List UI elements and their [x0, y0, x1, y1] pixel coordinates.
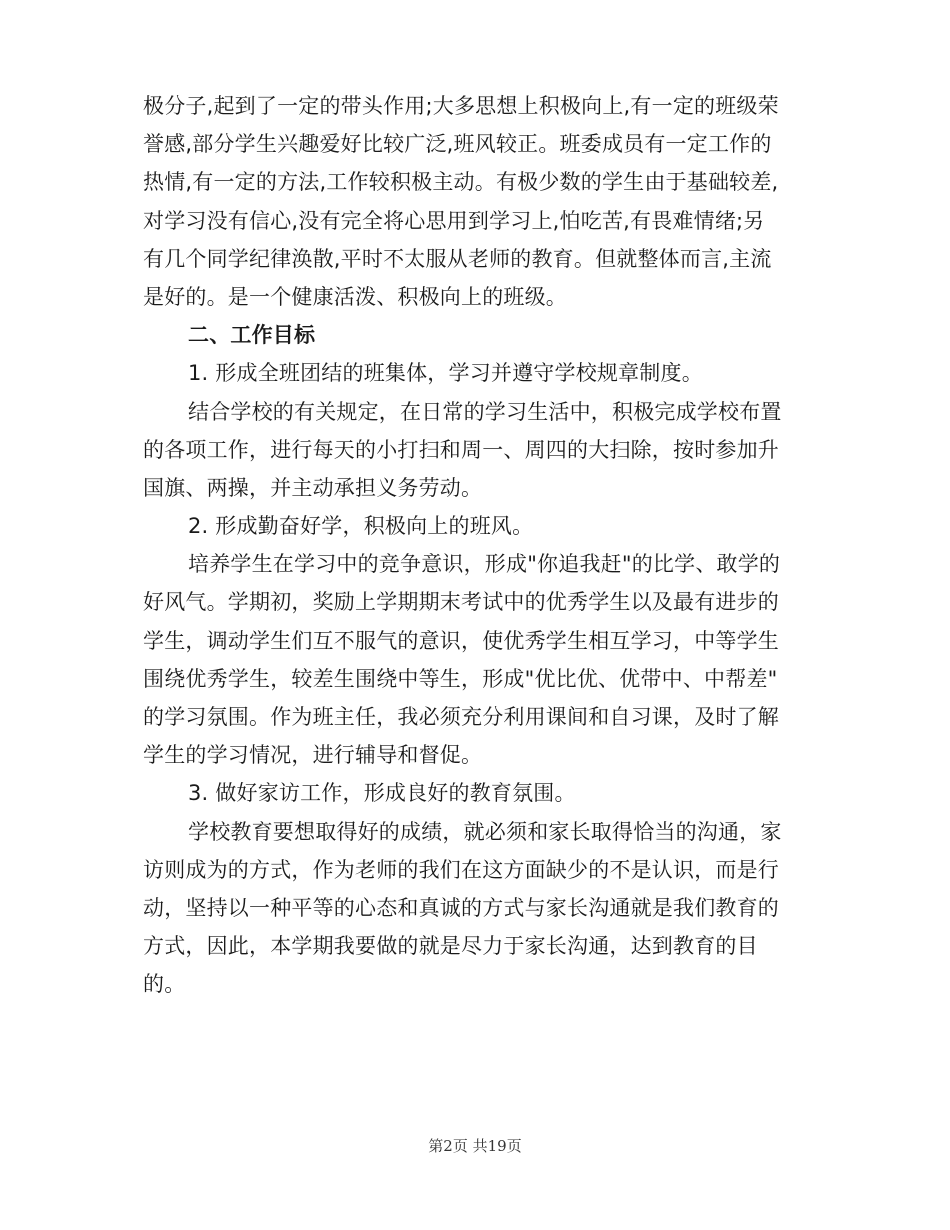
text-line: 誉感,部分学生兴趣爱好比较广泛,班风较正。班委成员有一定工作的: [143, 132, 772, 157]
text-line: 国旗、两操，并主动承担义务劳动。: [143, 475, 483, 500]
text-line: 是好的。是一个健康活泼、积极向上的班级。: [143, 284, 567, 309]
goal-heading: 3. 做好家访工作，形成良好的教育氛围。: [188, 781, 576, 806]
text-line: 动，坚持以一种平等的心态和真诚的方式与家长沟通就是我们教育的: [143, 895, 779, 920]
text-line: 的各项工作，进行每天的小打扫和周一、周四的大扫除，按时参加升: [143, 437, 779, 462]
goal-item-1: [143, 354, 808, 507]
paragraph-class-situation: [143, 87, 808, 316]
goal-item-2: [143, 507, 808, 774]
text-line: 有几个同学纪律涣散,平时不太服从老师的教育。但就整体而言,主流: [143, 246, 772, 271]
goal-heading: 1. 形成全班团结的班集体，学习并遵守学校规章制度。: [188, 361, 703, 386]
text-line: 热情,有一定的方法,工作较积极主动。有极少数的学生由于基础较差,: [143, 170, 779, 195]
text-line: 培养学生在学习中的竞争意识，形成"你追我赶"的比学、敢学的: [188, 552, 781, 577]
goal-heading: 2. 形成勤奋好学，积极向上的班风。: [188, 514, 534, 539]
section-heading: 二、工作目标: [188, 323, 316, 348]
text-line: 学生，调动学生们互不服气的意识，使优秀学生相互学习，中等学生: [143, 628, 779, 653]
text-line: 围绕优秀学生，较差生围绕中等生，形成"优比优、优带中、中帮差": [143, 666, 778, 691]
text-line: 的学习氛围。作为班主任，我必须充分利用课间和自习课，及时了解: [143, 705, 779, 729]
text-line: 对学习没有信心,没有完全将心思用到学习上,怕吃苦,有畏难情绪;另: [143, 208, 765, 233]
text-line: 方式，因此，本学期我要做的就是尽力于家长沟通，达到教育的目: [143, 934, 758, 959]
text-line: 的。: [143, 972, 186, 997]
text-line: 结合学校的有关规定，在日常的学习生活中，积极完成学校布置: [188, 399, 782, 424]
goal-item-3: [143, 774, 808, 1003]
document-body: [143, 87, 808, 1004]
text-line: 好风气。学期初，奖励上学期期末考试中的优秀学生以及最有进步的: [143, 590, 779, 615]
text-line: 学生的学习情况，进行辅导和督促。: [143, 743, 483, 768]
text-line: 极分子,起到了一定的带头作用;大多思想上积极向上,有一定的班级荣: [143, 94, 779, 118]
text-line: 访则成为的方式，作为老师的我们在这方面缺少的不是认识，而是行: [143, 857, 779, 882]
page-number-footer: 第2页 共19页: [428, 1137, 522, 1155]
text-line: 学校教育要想取得好的成绩，就必须和家长取得恰当的沟通，家: [188, 819, 782, 844]
